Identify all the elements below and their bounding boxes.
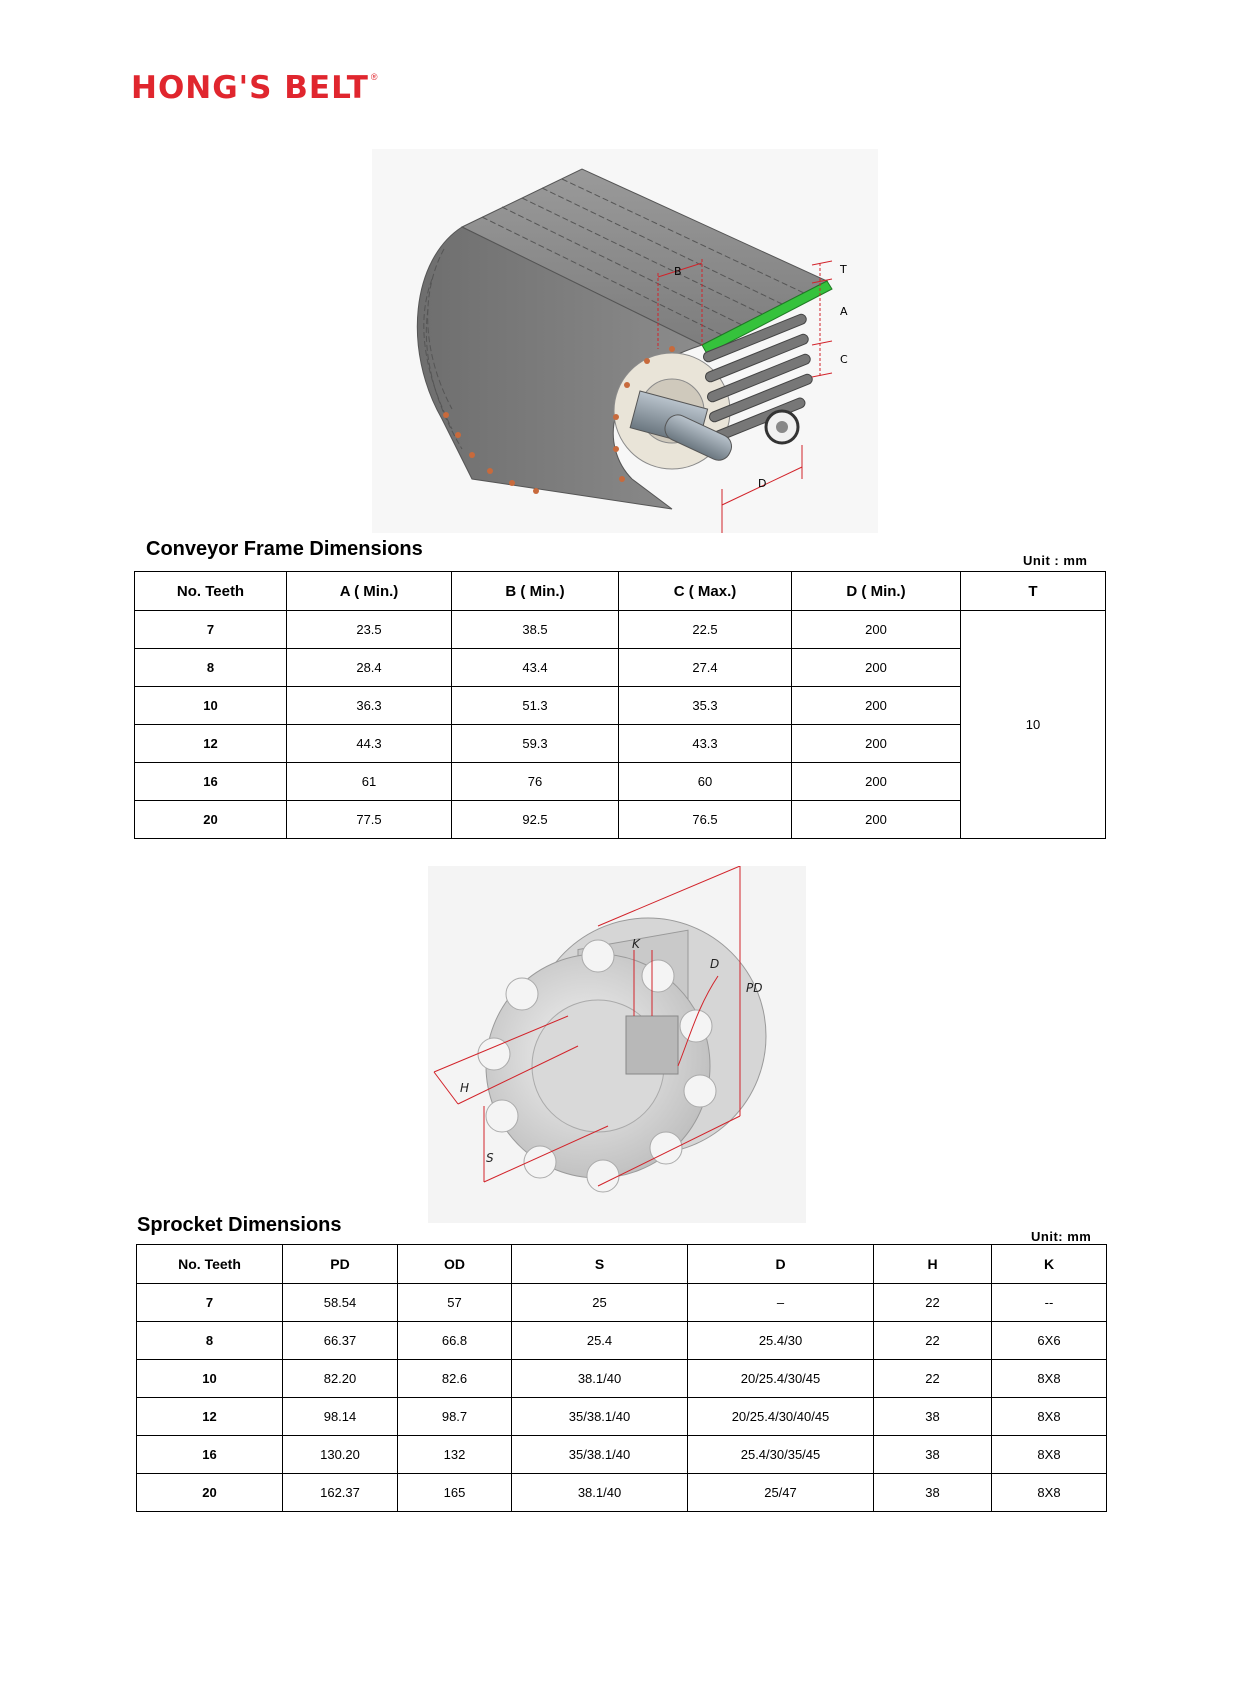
table-row	[135, 801, 1106, 839]
cell-teeth: 12	[137, 1398, 283, 1436]
cell-teeth: 20	[135, 801, 287, 839]
cell-b: 59.3	[452, 725, 619, 763]
cell-k: 8X8	[992, 1474, 1107, 1512]
cell-h: 22	[874, 1322, 992, 1360]
cell-h: 22	[874, 1284, 992, 1322]
cell-a: 77.5	[287, 801, 452, 839]
cell-teeth: 7	[135, 611, 287, 649]
cell-od: 66.8	[398, 1322, 512, 1360]
header-h: H	[874, 1245, 992, 1284]
table-row	[137, 1284, 1107, 1322]
cell-d: 200	[792, 763, 961, 801]
cell-b: 92.5	[452, 801, 619, 839]
cell-od: 82.6	[398, 1360, 512, 1398]
cell-od: 165	[398, 1474, 512, 1512]
sprocket-unit-label: Unit: mm	[1031, 1229, 1092, 1244]
label-d: D	[710, 957, 720, 971]
cell-c: 27.4	[619, 649, 792, 687]
cell-pd: 82.20	[283, 1360, 398, 1398]
table-row	[135, 649, 1106, 687]
header-no-teeth: No. Teeth	[135, 572, 287, 611]
header-c-max: C ( Max.)	[619, 572, 792, 611]
cell-h: 38	[874, 1474, 992, 1512]
cell-k: --	[992, 1284, 1107, 1322]
cell-c: 43.3	[619, 725, 792, 763]
label-b: B	[674, 265, 682, 278]
cell-d: 200	[792, 725, 961, 763]
conveyor-belt-illustration	[372, 149, 878, 533]
cell-c: 22.5	[619, 611, 792, 649]
cell-d: 25.4/30/35/45	[688, 1436, 874, 1474]
cell-s: 38.1/40	[512, 1474, 688, 1512]
cell-b: 43.4	[452, 649, 619, 687]
cell-teeth: 20	[137, 1474, 283, 1512]
header-pd: PD	[283, 1245, 398, 1284]
cell-d: 200	[792, 801, 961, 839]
cell-b: 38.5	[452, 611, 619, 649]
header-d: D	[688, 1245, 874, 1284]
cell-d: 25/47	[688, 1474, 874, 1512]
table-row	[135, 725, 1106, 763]
label-h: H	[460, 1081, 470, 1095]
cell-k: 6X6	[992, 1322, 1107, 1360]
cell-d: 25.4/30	[688, 1322, 874, 1360]
cell-d: 200	[792, 687, 961, 725]
cell-s: 25.4	[512, 1322, 688, 1360]
cell-d: 200	[792, 611, 961, 649]
cell-s: 35/38.1/40	[512, 1436, 688, 1474]
company-logo	[131, 70, 378, 106]
cell-d: 20/25.4/30/45	[688, 1360, 874, 1398]
cell-od: 132	[398, 1436, 512, 1474]
cell-teeth: 16	[137, 1436, 283, 1474]
sprocket-title: Sprocket Dimensions	[137, 1214, 342, 1236]
cell-t-value: 10	[961, 611, 1106, 839]
cell-od: 57	[398, 1284, 512, 1322]
label-k: K	[632, 937, 640, 951]
cell-h: 38	[874, 1398, 992, 1436]
table-row	[137, 1360, 1107, 1398]
table-row	[137, 1474, 1107, 1512]
cell-s: 38.1/40	[512, 1360, 688, 1398]
label-a: A	[840, 305, 848, 318]
header-t: T	[961, 572, 1106, 611]
cell-h: 22	[874, 1360, 992, 1398]
header-no-teeth: No. Teeth	[137, 1245, 283, 1284]
label-s: S	[486, 1151, 494, 1165]
cell-a: 23.5	[287, 611, 452, 649]
cell-h: 38	[874, 1436, 992, 1474]
cell-pd: 58.54	[283, 1284, 398, 1322]
header-b-min: B ( Min.)	[452, 572, 619, 611]
cell-pd: 162.37	[283, 1474, 398, 1512]
label-d: D	[758, 477, 767, 490]
cell-d: 20/25.4/30/40/45	[688, 1398, 874, 1436]
cell-teeth: 8	[135, 649, 287, 687]
table-row	[137, 1436, 1107, 1474]
logo-text: HONG'S BELT	[131, 70, 369, 106]
cell-teeth: 16	[135, 763, 287, 801]
cell-b: 76	[452, 763, 619, 801]
conveyor-frame-table	[134, 571, 1106, 839]
cell-teeth: 12	[135, 725, 287, 763]
table-header-row	[135, 572, 1106, 611]
cell-teeth: 7	[137, 1284, 283, 1322]
cell-teeth: 8	[137, 1322, 283, 1360]
sprocket-illustration	[428, 866, 806, 1223]
table-row	[135, 763, 1106, 801]
registered-mark: ®	[370, 72, 378, 82]
cell-pd: 98.14	[283, 1398, 398, 1436]
header-a-min: A ( Min.)	[287, 572, 452, 611]
conveyor-frame-title: Conveyor Frame Dimensions	[146, 538, 423, 560]
sprocket-table	[136, 1244, 1107, 1512]
cell-k: 8X8	[992, 1436, 1107, 1474]
table-row	[135, 611, 1106, 649]
cell-d: 200	[792, 649, 961, 687]
cell-od: 98.7	[398, 1398, 512, 1436]
cell-teeth: 10	[135, 687, 287, 725]
cell-s: 35/38.1/40	[512, 1398, 688, 1436]
cell-c: 60	[619, 763, 792, 801]
header-k: K	[992, 1245, 1107, 1284]
header-s: S	[512, 1245, 688, 1284]
table-row	[137, 1398, 1107, 1436]
label-c: C	[840, 353, 848, 366]
table-header-row	[137, 1245, 1107, 1284]
cell-s: 25	[512, 1284, 688, 1322]
table-row	[137, 1322, 1107, 1360]
label-t: T	[840, 263, 847, 276]
cell-a: 61	[287, 763, 452, 801]
cell-c: 35.3	[619, 687, 792, 725]
cell-k: 8X8	[992, 1360, 1107, 1398]
cell-d: –	[688, 1284, 874, 1322]
label-pd: PD	[746, 981, 763, 995]
header-d-min: D ( Min.)	[792, 572, 961, 611]
cell-a: 28.4	[287, 649, 452, 687]
header-od: OD	[398, 1245, 512, 1284]
conveyor-unit-label: Unit : mm	[1023, 553, 1088, 568]
cell-pd: 130.20	[283, 1436, 398, 1474]
cell-a: 44.3	[287, 725, 452, 763]
cell-b: 51.3	[452, 687, 619, 725]
cell-pd: 66.37	[283, 1322, 398, 1360]
cell-teeth: 10	[137, 1360, 283, 1398]
cell-c: 76.5	[619, 801, 792, 839]
table-row	[135, 687, 1106, 725]
cell-a: 36.3	[287, 687, 452, 725]
cell-k: 8X8	[992, 1398, 1107, 1436]
